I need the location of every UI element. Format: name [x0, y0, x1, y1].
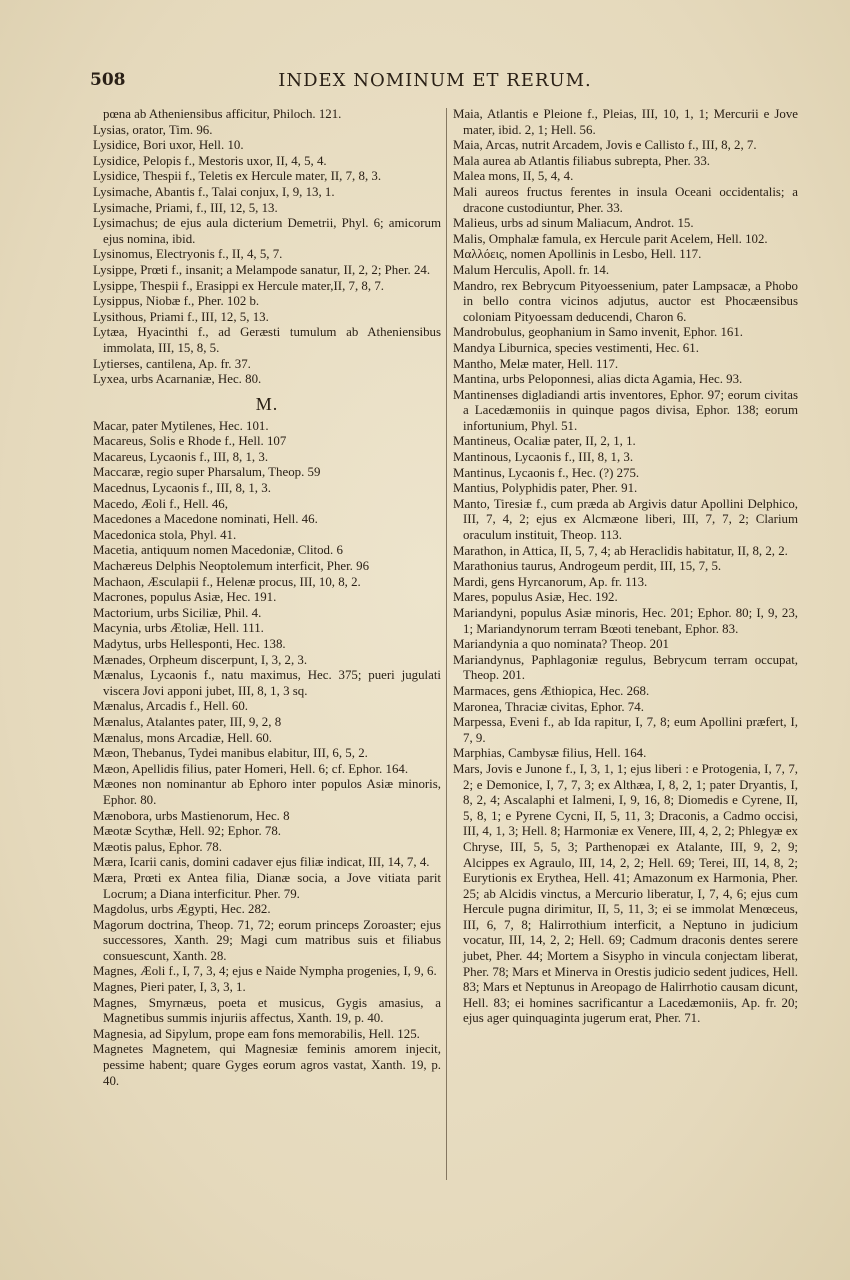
index-entry: Macednus, Lycaonis f., III, 8, 1, 3.	[93, 481, 271, 496]
index-entry: Lysippus, Niobæ f., Pher. 102 b.	[93, 294, 260, 309]
index-entry: Madytus, urbs Hellesponti, Hec. 138.	[93, 637, 286, 651]
index-entry: Mænades, Orpheum discerpunt, I, 3, 2, 3.	[93, 652, 308, 667]
index-entry: Mandya Liburnica, species vestimenti, Hec. 61.	[453, 340, 699, 355]
index-entry: Malis, Omphalæ famula, ex Hercule parit Acelem, Hell. 102.	[453, 231, 768, 246]
index-entry: Magnes, Smyrnæus, poeta et musicus, Gygis amasius, a Magnetibus summis injuriis affectus, Xanth. 19, p. 40.	[93, 995, 441, 1026]
index-entry: Macedonica stola, Phyl. 41.	[93, 527, 237, 542]
index-entry: Mæra, Prœti ex Antea filia, Dianæ socia, a Jove vitiata parit Locrum; a Diana interficitur. Pher. 79.	[93, 870, 441, 901]
index-entry: Lysippe, Thespii f., Erasippi ex Hercule mater,II, 7, 8, 7.	[93, 278, 384, 293]
index-entry: Mænalus, Arcadis f., Hell. 60.	[93, 699, 249, 714]
index-entry: Lysidice, Bori uxor, Hell. 10.	[93, 138, 244, 153]
index-entry: Mandrobulus, geophanium in Samo invenit, Ephor. 161.	[453, 325, 744, 340]
index-entry: Marathonius taurus, Androgeum perdit, III, 15, 7, 5.	[453, 559, 722, 574]
index-entry: Marphias, Cambysæ filius, Hell. 164.	[453, 746, 647, 761]
index-entry: Lytierses, cantilena, Ap. fr. 37.	[93, 356, 251, 371]
index-entry: Marmaces, gens Æthiopica, Hec. 268.	[453, 683, 650, 698]
index-entry: Mali aureos fructus ferentes in insula Oceani occidentalis; a dracone custodiuntur, Pher. 33.	[453, 184, 798, 215]
index-entry: Mandro, rex Bebrycum Pityoessenium, pater Lampsacæ, a Phobo in bello contra vicinos adjutus, auctor est Phocæensibus coloniam Pityoessam deducendi, Charon 6.	[453, 278, 798, 324]
index-entry: Mænalus, Atalantes pater, III, 9, 2, 8	[93, 714, 282, 729]
right-column	[453, 107, 798, 1027]
index-entry: Mantho, Melæ mater, Hell. 117.	[453, 356, 619, 371]
index-entry: Lysithous, Priami f., III, 12, 5, 13.	[93, 309, 269, 324]
index-entry: Macynia, urbs Ætoliæ, Hell. 111.	[93, 621, 264, 636]
index-entry: Lysinomus, Electryonis f., II, 4, 5, 7.	[93, 247, 283, 262]
index-entry: Marathon, in Attica, II, 5, 7, 4; ab Heraclidis habitatur, II, 8, 2, 2.	[453, 543, 788, 558]
index-entry: Mariandyni, populus Asiæ minoris, Hec. 201; Ephor. 80; I, 9, 23, 1; Mariandynorum terram Bœoti tenebant, Ephor. 83.	[453, 606, 798, 636]
index-entry: Mæon, Apellidis filius, pater Homeri, Hell. 6; cf. Ephor. 164.	[93, 761, 409, 776]
running-header	[90, 70, 780, 98]
index-entry: Manto, Tiresiæ f., cum præda ab Argivis datur Apollini Delphico, III, 7, 4, 2; ejus ex Alcmæone liberi, III, 7, 7, 2; Clarium oraculum instituit, Theop. 113.	[453, 496, 798, 543]
index-entry: Magnetes Magnetem, qui Magnesiæ feminis amorem injecit, pessime habent; quare Gyges eorum agros vastat, Xanth. 19, p. 40.	[93, 1042, 441, 1088]
index-entry: Mars, Jovis e Junone f., I, 3, 1, 1; ejus liberi : e Protogenia, I, 7, 7, 2; e Demonice, I, 7, 7, 3; ex Althæa, I, 8, 2, 1; pater Dryantis, I, 8, 2, 4; Ascalaphi et Ialmeni, I, 9, 16, 8; Diomedis e Cyrene, II, 5, 8, 1; e Pyrene Cycni, II, 5, 11, 3; Draconis, a Cadmo occisi, III, 4, 1, 3; Hell. 8; Harmoniæ ex Venere, III, 4, 2, 2; Phlegyæ ex Chryse, III, 5, 5, 3; Parthenopæi ex Atalante, III, 9, 2, 9; Alcippes ex Agraulo, III, 14, 2, 2; Hell. 69; Terei, III, 14, 8, 2; Eurytionis ex Erythea, Hell. 41; Amazonum ex Harmonia, Pher. 25; ab Alcidis vinctus, a Mercurio liberatur, I, 7, 4, 6; ejus cum Hercule pugna dirimitur, II, 5, 11, 3; ei se immolat Menœceus, III, 6, 7, 8; Halirrothium interficit, a Neptuno in judicium vocatur, III, 14, 2, 2; Hell. 69; Cadmum draconis dentes serere jubet, Pher. 44; Mortem a Sisypho in vincula conjectam liberat, Pher. 78; Mars et Minerva in Orestis judicio sedent judices, Hell. 83; Mars et Neptunus in Areopago de Halirrhotio causam dicunt, Hell. 83; ei homines sacrificantur a Lacedæmoniis, Ap. fr. 20; ejus ager quinquaginta jugerum erat, Pher. 71.	[453, 761, 798, 1026]
index-entry: Macareus, Lycaonis f., III, 8, 1, 3.	[93, 449, 269, 464]
index-entry: Lysidice, Thespii f., Teletis ex Hercule mater, II, 7, 8, 3.	[93, 169, 382, 184]
index-entry: Mantius, Polyphidis pater, Pher. 91.	[453, 481, 638, 496]
index-entry: Macareus, Solis e Rhode f., Hell. 107	[93, 434, 287, 449]
column-divider	[446, 108, 447, 1180]
index-entry: Lysimache, Abantis f., Talai conjux, I, 9, 13, 1.	[93, 184, 335, 199]
section-letter: M.	[255, 393, 279, 414]
index-entry: Malieus, urbs ad sinum Maliacum, Androt. 15.	[453, 216, 694, 231]
index-entry: Malea mons, II, 5, 4, 4.	[453, 169, 574, 184]
index-entry: Mala aurea ab Atlantis filiabus subrepta, Pher. 33.	[453, 153, 711, 168]
index-entry: Mardi, gens Hyrcanorum, Ap. fr. 113.	[453, 574, 648, 589]
index-entry: Marpessa, Eveni f., ab Ida rapitur, I, 7, 8; eum Apollini præfert, I, 7, 9.	[453, 715, 798, 745]
index-entry: Maia, Arcas, nutrit Arcadem, Jovis e Callisto f., III, 8, 2, 7.	[453, 138, 757, 153]
index-entry: Macrones, populus Asiæ, Hec. 191.	[93, 590, 277, 605]
index-entry: Magnes, Pieri pater, I, 3, 3, 1.	[93, 980, 246, 995]
index-entry: pœna ab Atheniensibus afficitur, Philoch. 121.	[103, 107, 342, 121]
page-title: INDEX NOMINUM ET RERUM.	[278, 70, 592, 91]
index-entry: Mæon, Thebanus, Tydei manibus elabitur, III, 6, 5, 2.	[93, 746, 368, 761]
index-entry: Machæreus Delphis Neoptolemum interficit, Pher. 96	[93, 559, 370, 574]
index-entry: Lysias, orator, Tim. 96.	[93, 122, 213, 137]
index-entry: Malum Herculis, Apoll. fr. 14.	[453, 262, 610, 277]
index-entry: Mantinenses digladiandi artis inventores, Ephor. 97; eorum civitas a Lacedæmoniis in quinque pagos divisa, Ephor. 138; eorum infortunium, Phyl. 51.	[453, 387, 798, 433]
index-entry: Lysimachus; de ejus aula dicterium Demetrii, Phyl. 6; amicorum ejus nomina, ibid.	[93, 216, 441, 246]
index-entry: Macedo, Æoli f., Hell. 46,	[93, 496, 228, 511]
index-entry: Mæotæ Scythæ, Hell. 92; Ephor. 78.	[93, 824, 281, 839]
index-entry: Macedones a Macedone nominati, Hell. 46.	[93, 512, 318, 527]
index-entry: Mantina, urbs Peloponnesi, alias dicta Agamia, Hec. 93.	[453, 372, 743, 387]
index-entry: Maronea, Thraciæ civitas, Ephor. 74.	[453, 699, 644, 714]
index-entry: Μαλλόεις, nomen Apollinis in Lesbo, Hell. 117.	[453, 247, 702, 262]
left-column	[93, 107, 441, 1089]
index-entry: Magnesia, ad Sipylum, prope eam fons memorabilis, Hell. 125.	[93, 1026, 420, 1041]
index-entry: Mænobora, urbs Mastienorum, Hec. 8	[93, 808, 290, 823]
index-entry: Lysippe, Prœti f., insanit; a Melampode sanatur, II, 2, 2; Pher. 24.	[93, 262, 431, 277]
index-entry: Mares, populus Asiæ, Hec. 192.	[453, 590, 618, 605]
index-entry: Mactorium, urbs Siciliæ, Phil. 4.	[93, 605, 262, 620]
index-entry: Lyxea, urbs Acarnaniæ, Hec. 80.	[93, 372, 262, 387]
index-entry: Lysimache, Priami, f., III, 12, 5, 13.	[93, 200, 278, 215]
index-entry: Mæotis palus, Ephor. 78.	[93, 839, 222, 854]
index-entry: Mariandynus, Paphlagoniæ regulus, Bebrycum terram occupat, Theop. 201.	[453, 652, 798, 683]
index-entry: Lytæa, Hyacinthi f., ad Geræsti tumulum ab Atheniensibus immolata, III, 15, 8, 5.	[93, 325, 441, 355]
index-entry: Magorum doctrina, Theop. 71, 72; eorum princeps Zoroaster; ejus successores, Xanth. 29; Magi cum matribus suis et filiabus consuescunt, Xanth. 28.	[93, 917, 441, 963]
index-entry: Mantinous, Lycaonis f., III, 8, 1, 3.	[453, 450, 634, 465]
index-entry: Maia, Atlantis e Pleione f., Pleias, III, 10, 1, 1; Mercurii e Jove mater, ibid. 2, 1; Hell. 56.	[453, 107, 798, 137]
index-entry: Mantineus, Ocaliæ pater, II, 2, 1, 1.	[453, 434, 636, 449]
index-entry: Magdolus, urbs Ægypti, Hec. 282.	[93, 902, 271, 917]
index-entry: Machaon, Æsculapii f., Helenæ procus, III, 10, 8, 2.	[93, 574, 361, 589]
index-entry: Macar, pater Mytilenes, Hec. 101.	[93, 418, 269, 433]
index-entry: Lysidice, Pelopis f., Mestoris uxor, II, 4, 5, 4.	[93, 153, 327, 168]
index-entry: Mænalus, Lycaonis f., natu maximus, Hec. 375; pueri jugulati viscera Jovi apponi jubet, III, 8, 1, 3 sq.	[93, 668, 441, 698]
page-number: 508	[90, 70, 126, 90]
index-entry: Mænalus, mons Arcadiæ, Hell. 60.	[93, 730, 273, 745]
index-entry: Mæones non nominantur ab Ephoro inter populos Asiæ minoris, Ephor. 80.	[93, 777, 441, 807]
index-entry: Macetia, antiquum nomen Macedoniæ, Clitod. 6	[93, 543, 343, 558]
index-entry: Mariandynia a quo nominata? Theop. 201	[453, 637, 669, 652]
index-entry: Mantinus, Lycaonis f., Hec. (?) 275.	[453, 465, 640, 480]
index-entry: Maccaræ, regio super Pharsalum, Theop. 59	[93, 465, 321, 480]
index-entry: Mæra, Icarii canis, domini cadaver ejus filiæ indicat, III, 14, 7, 4.	[93, 855, 430, 870]
index-entry: Magnes, Æoli f., I, 7, 3, 4; ejus e Naide Nympha progenies, I, 9, 6.	[93, 964, 437, 979]
